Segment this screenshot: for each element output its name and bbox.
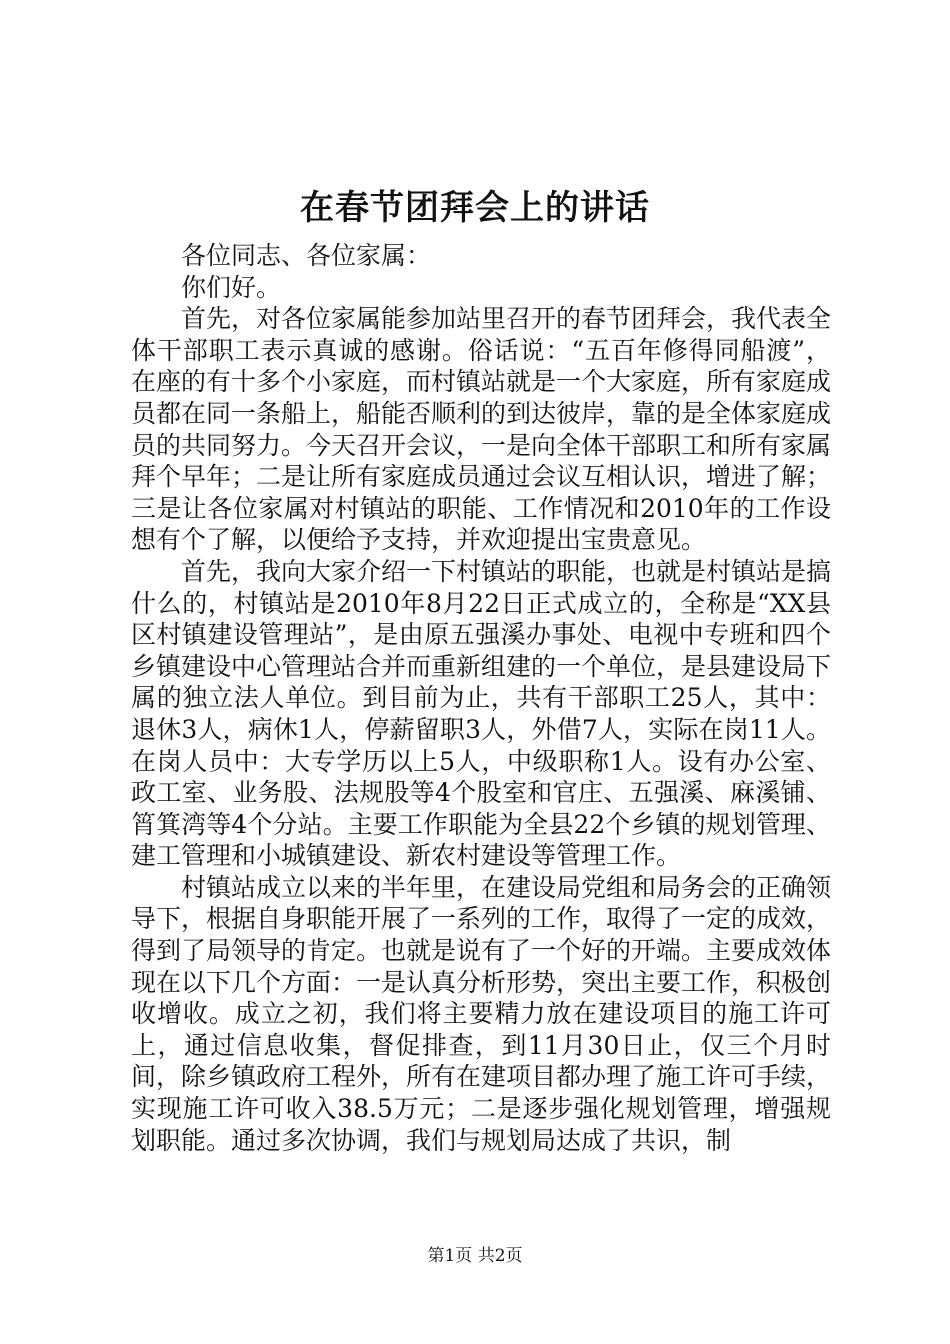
page-number: 第1页 共2页	[427, 1246, 523, 1266]
salutation: 各位同志、各位家属：	[181, 241, 432, 270]
document-title: 在春节团拜会上的讲话	[300, 188, 650, 228]
greeting: 你们好。	[181, 272, 282, 302]
paragraph-functions: 首先，我向大家介绍一下村镇站的职能，也就是村镇站是搞什么的，村镇站是2010年8月22日正式成立的，全称是“XX县区村镇建设管理站”，是由原五强溪办事处、电视中专班和四个乡镇建设中心管理站合并而重新组建的一个单位，是县建设局下属的独立法人单位。到目前为止，共有干部职工25人，其中：退休3人，病休1人，停薪留职3人，外借7人，实际在岗11人。在岗人员中：大专学历以上5人，中级职称1人。设有办公室、政工室、业务股、法规股等4个股室和官庄、五强溪、麻溪铺、筲箕湾等4个分站。主要工作职能为全县22个乡镇的规划管理、建工管理和小城镇建设、新农村建设等管理工作。	[131, 556, 832, 871]
paragraph-thanks: 首先，对各位家属能参加站里召开的春节团拜会，我代表全体干部职工表示真诚的感谢。俗话说：“五百年修得同船渡”，在座的有十多个小家庭，而村镇站就是一个大家庭，所有家庭成员都在同一条船上，船能否顺利的到达彼岸，靠的是全体家庭成员的共同努力。今天召开会议，一是向全体干部职工和所有家属拜个早年；二是让所有家庭成员通过会议互相认识，增进了解；三是让各位家属对村镇站的职能、工作情况和2010年的工作设想有个了解，以便给予支持，并欢迎提出宝贵意见。	[131, 304, 832, 555]
document-body	[131, 240, 831, 1156]
paragraph-achievements: 村镇站成立以来的半年里，在建设局党组和局务会的正确领导下，根据自身职能开展了一系列的工作，取得了一定的成效，得到了局领导的肯定。也就是说有了一个好的开端。主要成效体现在以下几个方面：一是认真分析形势，突出主要工作，积极创收增收。成立之初，我们将主要精力放在建设项目的施工许可上，通过信息收集，督促排查，到11月30日止，仅三个月时间，除乡镇政府工程外，所有在建项目都办理了施工许可手续，实现施工许可收入38.5万元；二是逐步强化规划管理，增强规划职能。通过多次协调，我们与规划局达成了共识，制	[131, 872, 832, 1155]
